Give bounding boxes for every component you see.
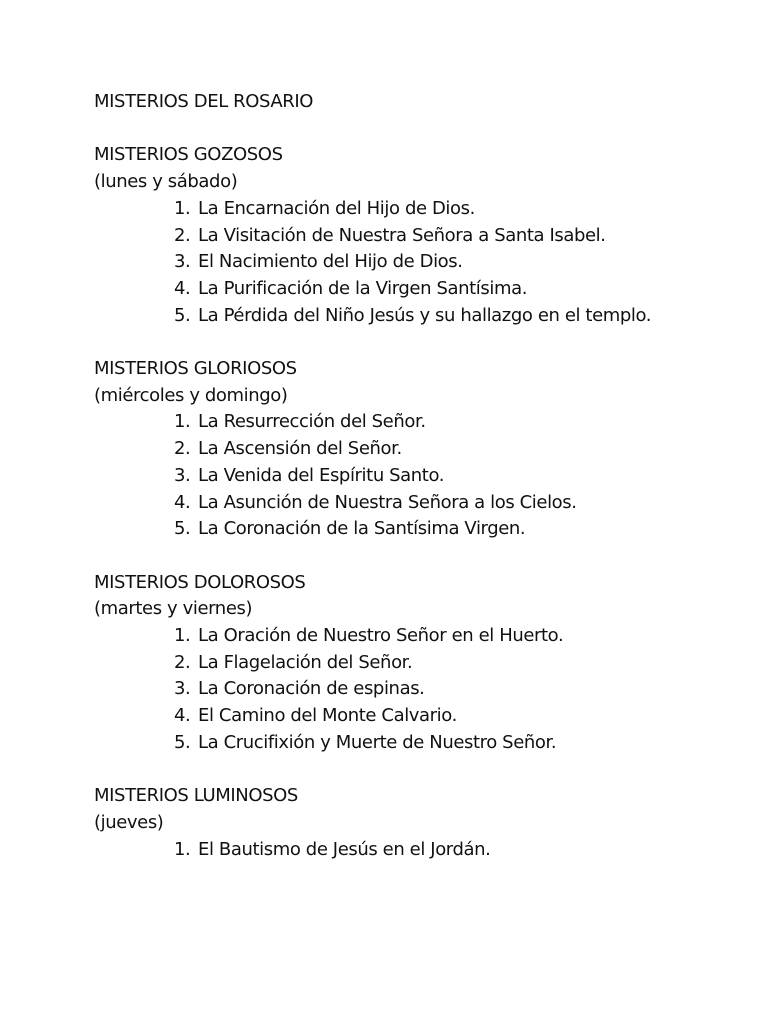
item-number: 3. [174,464,191,486]
list-item [174,703,714,730]
list-item [174,676,714,703]
item-text: La Coronación de la Santísima Virgen. [198,518,526,540]
list-item [174,623,714,650]
item-text: La Oración de Nuestro Señor en el Huerto. [198,625,564,647]
section-days: (jueves) [94,811,164,833]
list-item [174,303,714,330]
section-days: (lunes y sábado) [94,171,238,193]
item-text: La Visitación de Nuestra Señora a Santa Isabel. [198,224,606,246]
item-text: La Pérdida del Niño Jesús y su hallazgo en el templo. [198,304,652,326]
section-days: (martes y viernes) [94,598,253,620]
item-number: 3. [174,251,191,273]
item-number: 1. [174,197,191,219]
item-text: El Camino del Monte Calvario. [198,705,457,727]
item-number: 5. [174,518,191,540]
mysteries-list [94,623,714,757]
list-item [174,490,714,517]
item-number: 2. [174,224,191,246]
item-text: La Encarnación del Hijo de Dios. [198,197,475,219]
document-title: MISTERIOS DEL ROSARIO [94,91,314,112]
item-number: 3. [174,678,191,700]
list-item [174,276,714,303]
item-text: La Resurrección del Señor. [198,411,426,433]
item-number: 1. [174,411,191,433]
item-number: 4. [174,277,191,299]
list-item [174,249,714,276]
section-title: MISTERIOS LUMINOSOS [94,785,298,807]
item-number: 5. [174,304,191,326]
document-page [94,89,714,890]
item-text: La Crucifixión y Muerte de Nuestro Señor. [198,731,557,753]
section-gozosos [94,142,714,329]
item-text: El Bautismo de Jesús en el Jordán. [198,838,491,860]
list-item [174,196,714,223]
item-text: La Asunción de Nuestra Señora a los Cielos. [198,491,577,513]
list-item [174,436,714,463]
list-item [174,837,714,864]
list-item [174,409,714,436]
list-item [174,223,714,250]
mysteries-list [94,196,714,330]
item-text: La Coronación de espinas. [198,678,425,700]
item-number: 5. [174,731,191,753]
list-item [174,650,714,677]
section-dolorosos [94,570,714,757]
section-title: MISTERIOS DOLOROSOS [94,571,306,593]
section-gloriosos [94,356,714,543]
mysteries-list [94,837,714,864]
item-number: 4. [174,705,191,727]
list-item [174,730,714,757]
section-days: (miércoles y domingo) [94,384,288,406]
section-luminosos [94,783,714,863]
item-text: La Ascensión del Señor. [198,438,402,460]
item-number: 4. [174,491,191,513]
section-title: MISTERIOS GOZOSOS [94,144,283,166]
item-number: 2. [174,651,191,673]
section-title: MISTERIOS GLORIOSOS [94,358,297,379]
item-text: El Nacimiento del Hijo de Dios. [198,251,463,273]
list-item [174,463,714,490]
item-number: 1. [174,625,191,647]
item-text: La Flagelación del Señor. [198,651,413,673]
list-item [174,516,714,543]
item-text: La Purificación de la Virgen Santísima. [198,277,528,299]
item-number: 2. [174,438,191,460]
item-number: 1. [174,838,191,860]
item-text: La Venida del Espíritu Santo. [198,464,445,486]
mysteries-list [94,409,714,543]
